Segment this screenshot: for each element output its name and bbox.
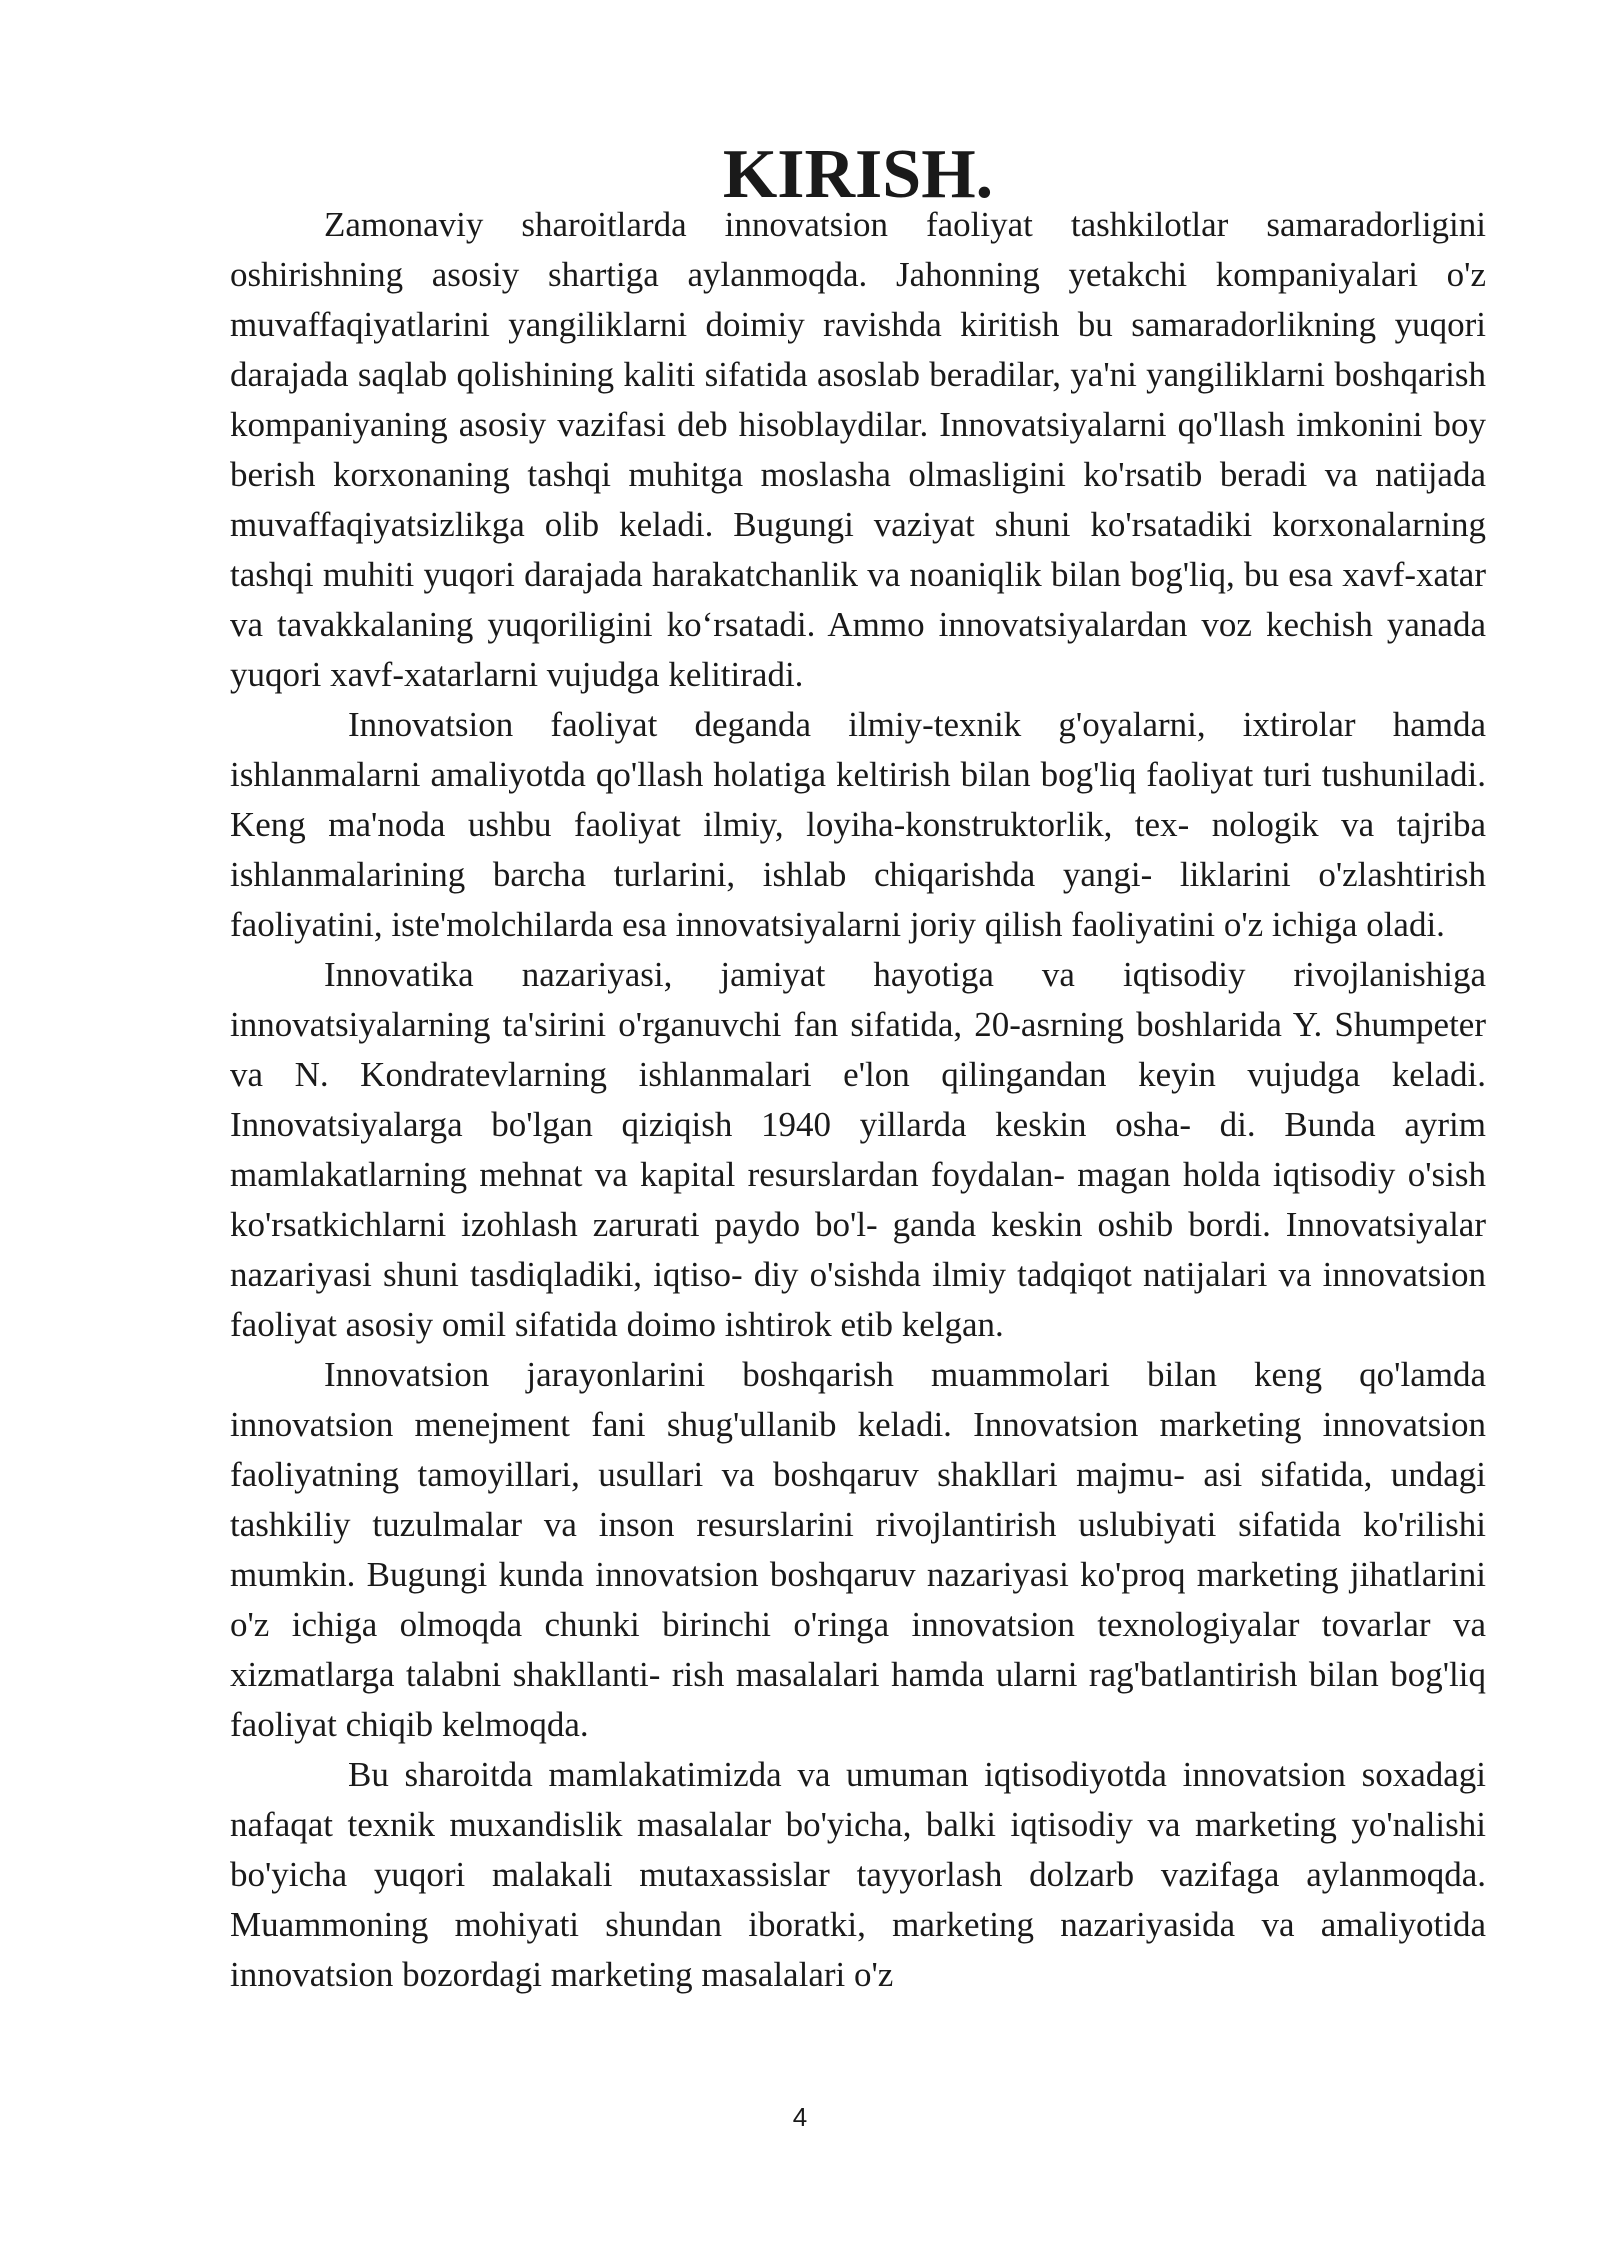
page-title: KIRISH.: [722, 136, 994, 213]
paragraph-5: Bu sharoitda mamlakatimizda va umuman iqtisodiyotda innovatsion soxadagi nafaqat texnik muxandislik masalalar bo'yicha, balki iqtisodiy va marketing yo'nalishi bo'yicha yuqori malakali mutaxassislar tayyorlash dolzarb vazifaga aylanmoqda. Muammoning mohiyati shundan iboratki, marketing nazariyasida va amaliyotida innovatsion bozordagi marketing masalalari o'z: [230, 1755, 1486, 1994]
paragraph-2: Innovatsion faoliyat deganda ilmiy-texnik g'oyalarni, ixtirolar hamda ishlanmalarni amaliyotda qo'llash holatiga keltirish bilan bog'liq faoliyat turi tushuniladi. Keng ma'noda ushbu faoliyat ilmiy, loyiha-konstruktorlik, tex- nologik va tajriba ishlanmalarining barcha turlarini, ishlab chiqarishda yangi- liklarini o'zlashtirish faoliyatini, iste'molchilarda esa innovatsiyalarni joriy qilish faoliyatini o'z ichiga oladi.: [230, 705, 1486, 944]
paragraph-3: Innovatika nazariyasi, jamiyat hayotiga va iqtisodiy rivojlanishiga innovatsiyalarning ta'sirini o'rganuvchi fan sifatida, 20-asrning boshlarida Y. Shumpeter va N. Kondratevlarning ishlanmalari e'lon qilingandan keyin vujudga keladi. Innovatsiyalarga bo'lgan qiziqish 1940 yillarda keskin osha- di. Bunda ayrim mamlakatlarning mehnat va kapital resurslardan foydalan- magan holda iqtisodiy o'sish ko'rsatkichlarni izohlash zarurati paydo bo'l- ganda keskin oshib bordi. Innovatsiyalar nazariyasi shuni tasdiqladiki, iqtiso- diy o'sishda ilmiy tadqiqot natijalari va innovatsion faoliyat asosiy omil sifatida doimo ishtirok etib kelgan.: [230, 955, 1486, 1344]
paragraph-4: Innovatsion jarayonlarini boshqarish muammolari bilan keng qo'lamda innovatsion menejment fani shug'ullanib keladi. Innovatsion marketing innovatsion faoliyatning tamoyillari, usullari va boshqaruv shakllari majmu- asi sifatida, undagi tashkiliy tuzulmalar va inson resurslarini rivojlantirish uslubiyati sifatida ko'rilishi mumkin. Bugungi kunda innovatsion boshqaruv nazariyasi ko'proq marketing jihatlarini o'z ichiga olmoqda chunki birinchi o'ringa innovatsion texnologiyalar tovarlar va xizmatlarga talabni shakllanti- rish masalalari hamda ularni rag'batlantirish bilan bog'liq faoliyat chiqib kelmoqda.: [230, 1355, 1486, 1744]
paragraph-1: Zamonaviy sharoitlarda innovatsion faoliyat tashkilotlar samaradorligini oshirishning asosiy shartiga aylanmoqda. Jahonning yetakchi kompaniyalari o'z muvaffaqiyatlarini yangiliklarni doimiy ravishda kiritish bu samaradorlikning yuqori darajada saqlab qolishining kaliti sifatida asoslab beradilar, ya'ni yangiliklarni boshqarish kompaniyaning asosiy vazifasi deb hisoblaydilar. Innovatsiyalarni qo'llash imkonini boy berish korxonaning tashqi muhitga moslasha olmasligini ko'rsatib beradi va natijada muvaffaqiyatsizlikga olib keladi. Bugungi vaziyat shuni ko'rsatadiki korxonalarning tashqi muhiti yuqori darajada harakatchanlik va noaniqlik bilan bog'liq, bu esa xavf-xatar va tavakkalaning yuqoriligini ko‘rsatadi. Ammo innovatsiyalardan voz kechish yanada yuqori xavf-xatarlarni vujudga kelitiradi.: [230, 205, 1486, 694]
document-page: [230, 136, 1486, 2000]
page-number: 4: [792, 2102, 808, 2132]
